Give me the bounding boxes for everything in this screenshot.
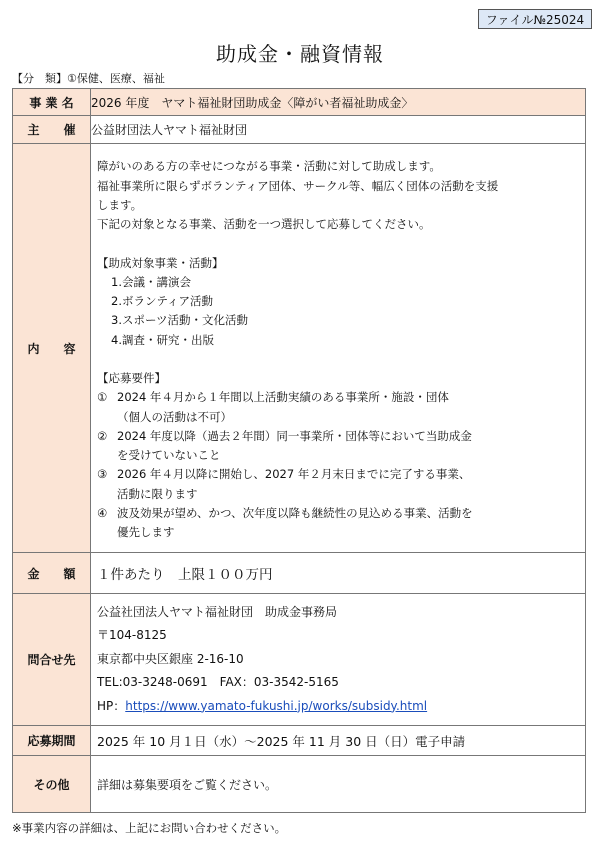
content-intro-line: 福祉事業所に限らずボランティア団体、サークル等、幅広く団体の活動を支援: [97, 178, 499, 193]
requirement-number: ②: [97, 428, 108, 443]
amount-value: １件あたり 上限１００万円: [97, 567, 273, 583]
requirement-item: [97, 388, 579, 427]
page-title: 助成金・融資情報: [216, 42, 384, 66]
file-number-badge: ファイル№25024: [478, 9, 592, 29]
row-content: [13, 144, 586, 553]
content-intro-line: します。: [97, 197, 143, 212]
category-label: 【分 類】①保健、医療、福祉: [12, 72, 165, 85]
amount-cell: [91, 553, 586, 594]
label-other: その他: [13, 756, 91, 813]
label-content: 内 容: [13, 144, 91, 553]
requirement-line: 2026 年４月以降に開始し、2027 年２月末日までに完了する事業、: [117, 467, 471, 482]
organizer-value: 公益財団法人ヤマト福祉財団: [91, 116, 586, 144]
label-organizer: 主 催: [13, 116, 91, 144]
row-period: [13, 726, 586, 756]
requirement-line: 優先します: [117, 525, 175, 540]
requirement-line: 2024 年４月から１年間以上活動実績のある事業所・施設・団体: [117, 390, 449, 405]
target-item: 1.会議・講演会: [111, 274, 191, 289]
row-organizer: [13, 116, 586, 144]
content-cell: [91, 144, 586, 553]
content-intro-line: 下記の対象となる事業、活動を一つ選択して応募してください。: [97, 217, 431, 232]
requirement-item: [97, 504, 579, 543]
target-item: 3.スポーツ活動・文化活動: [111, 313, 249, 328]
row-other: [13, 756, 586, 813]
contact-line: TEL:03-3248-0691 FAX：03-3542-5165: [97, 675, 339, 690]
row-contact: [13, 594, 586, 726]
label-contact: 問合せ先: [13, 594, 91, 726]
requirements-heading: 【応募要件】: [97, 371, 166, 385]
hp-label: HP：: [97, 698, 126, 713]
requirement-item: [97, 465, 579, 504]
row-amount: [13, 553, 586, 594]
requirement-line: 活動に限ります: [117, 486, 198, 501]
hp-link[interactable]: https://www.yamato-fukushi.jp/works/subsidy.html: [125, 698, 428, 713]
requirement-number: ③: [97, 467, 108, 482]
requirement-line: 波及効果が望め、かつ、次年度以降も継続性の見込める事業、活動を: [117, 506, 473, 521]
contact-line: 東京都中央区銀座 2-16-10: [97, 651, 244, 666]
project-name-value: 2026 年度 ヤマト福祉財団助成金〈障がい者福祉助成金〉: [91, 89, 586, 116]
other-cell: [91, 756, 586, 813]
contact-cell: [91, 594, 586, 726]
requirement-line: 2024 年度以降（過去２年間）同一事業所・団体等において当助成金: [117, 428, 472, 443]
contact-hp-line: [97, 695, 579, 719]
row-project-name: [13, 89, 586, 116]
label-period: 応募期間: [13, 726, 91, 756]
other-value: 詳細は募集要項をご覧ください。: [97, 777, 278, 792]
contact-line: 〒104-8125: [97, 628, 167, 643]
contact-line: 公益社団法人ヤマト福祉財団 助成金事務局: [97, 604, 338, 619]
target-item: 2.ボランティア活動: [111, 294, 214, 309]
requirement-line: を受けていないこと: [117, 448, 221, 463]
label-amount: 金 額: [13, 553, 91, 594]
info-table: [12, 88, 586, 813]
target-heading: 【助成対象事業・活動】: [97, 255, 224, 270]
requirement-number: ①: [97, 390, 108, 405]
target-item: 4.調査・研究・出版: [111, 332, 214, 347]
requirement-line: （個人の活動は不可）: [117, 409, 232, 424]
requirement-item: [97, 427, 579, 466]
period-value: 2025 年 10 月１日（水）～2025 年 11 月 30 日（日）電子申請: [97, 733, 466, 749]
period-cell: [91, 726, 586, 756]
footnote: ※事業内容の詳細は、上記にお問い合わせください。: [12, 821, 287, 835]
label-project-name: 事 業 名: [13, 89, 91, 116]
requirement-number: ④: [97, 506, 108, 521]
content-intro-line: 障がいのある方の幸せにつながる事業・活動に対して助成します。: [97, 159, 441, 174]
